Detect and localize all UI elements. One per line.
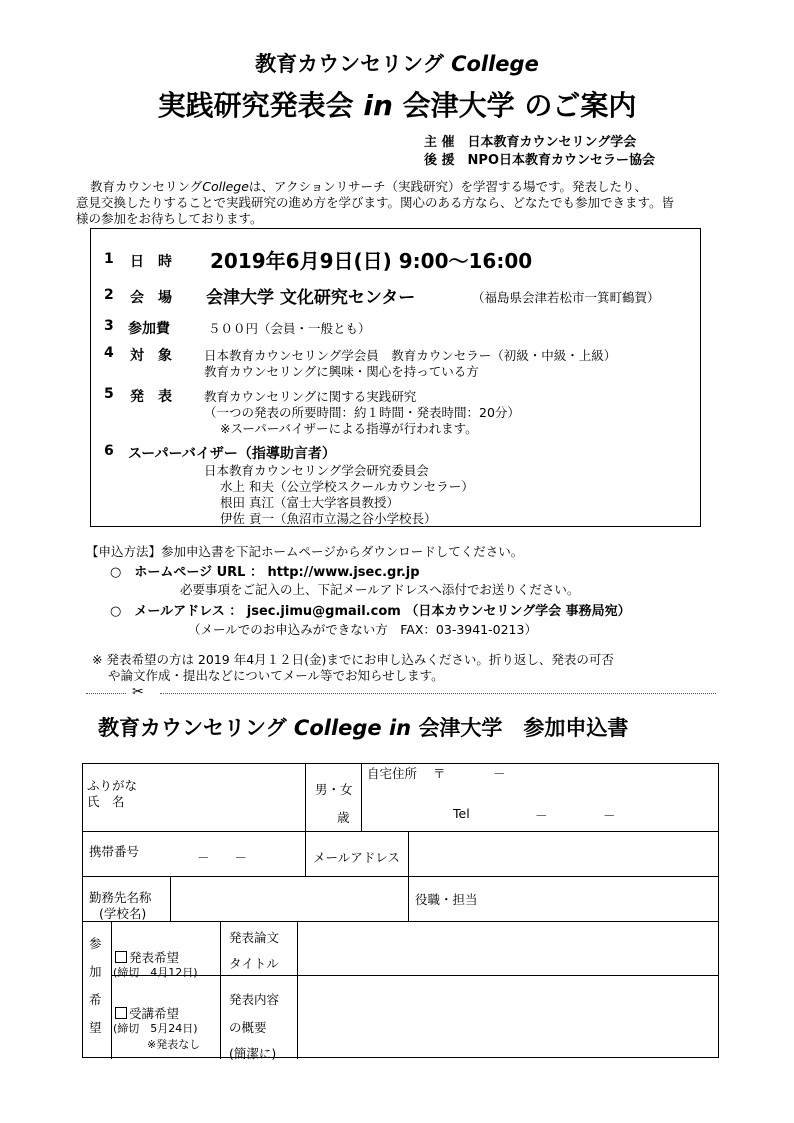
- attend-deadline: (締切 5月24日): [113, 1022, 198, 1035]
- mobile-dashes: － －: [197, 850, 248, 865]
- item-number: 4: [104, 345, 114, 361]
- deadline-note-2: や論文作成・提出などについてメール等でお知らせします。: [108, 668, 444, 683]
- intro-line-3: 様の参加をお待ちしております。: [76, 211, 263, 226]
- presentation-line: 教育カウンセリングに関する実践研究: [204, 389, 417, 404]
- fee-value: ５００円（会員・一般とも）: [208, 321, 371, 336]
- fee-label: 参加費: [128, 321, 170, 337]
- paper-title-label: 発表論文: [229, 930, 280, 945]
- summary-label: の概要: [229, 1020, 267, 1035]
- presentation-label: 発 表: [130, 389, 172, 405]
- item-number: 3: [104, 318, 114, 334]
- present-wish-option[interactable]: 発表希望: [115, 948, 179, 966]
- homepage-url[interactable]: http://www.jsec.gr.jp: [267, 565, 420, 580]
- summary-label: (簡潔に): [229, 1046, 277, 1061]
- supervisor-line: 日本教育カウンセリング学会研究委員会: [204, 463, 429, 478]
- date-label: 日 時: [130, 254, 172, 270]
- email-address[interactable]: jsec.jimu@gmail.com: [246, 604, 401, 619]
- intro-line-1: 教育カウンセリングCollegeは、アクションリサーチ（実践研究）を学習する場です。発表したり、: [90, 179, 648, 194]
- item-number: 2: [104, 287, 114, 303]
- item-number: 6: [104, 443, 114, 459]
- tel-dash: －: [535, 808, 548, 823]
- age-label: 歳: [337, 810, 350, 825]
- cut-line: [86, 693, 126, 694]
- organizer: 主 催 日本教育カウンセリング学会: [424, 135, 637, 150]
- target-line: 日本教育カウンセリング学会員 教育カウンセラー（初級・中級・上級）: [204, 348, 617, 363]
- present-deadline: (締切 4月12日): [113, 966, 198, 979]
- deadline-note-1: ※ 発表希望の方は 2019 年4月１２日(金)までにお申し込みください。折り返し、発表の可否: [92, 652, 614, 667]
- supervisor-line: 根田 真江（富士大学客員教授）: [220, 495, 399, 510]
- presentation-line: ※スーパーバイザーによる指導が行われます。: [220, 421, 478, 436]
- venue-value: 会津大学 文化研究センター: [206, 288, 416, 308]
- fax-note: （メールでのお申込みができない方 FAX：03-3941-0213）: [188, 622, 537, 637]
- supervisor-line: 伊佐 貢一（魚沼市立湯之谷小学校長）: [220, 511, 437, 526]
- date-value: 2019年6月9日(日) 9:00～16:00: [210, 249, 533, 273]
- address-label: 自宅住所: [367, 766, 418, 781]
- email-label: メールアドレス: [313, 850, 400, 865]
- attend-wish-checkbox[interactable]: [115, 1007, 127, 1019]
- presentation-line: （一つの発表の所要時間：約１時間・発表時間：20分）: [204, 405, 520, 420]
- venue-label: 会 場: [130, 290, 172, 306]
- sanka-char: 希: [89, 992, 102, 1007]
- homepage-note: 必要事項をご記入の上、下記メールアドレスへ添付でお送りください。: [180, 582, 580, 597]
- postal-dash: －: [493, 766, 506, 781]
- supervisor-label: スーパーバイザー（指導助言者）: [128, 446, 336, 462]
- summary-label: 発表内容: [229, 992, 280, 1007]
- target-label: 対 象: [130, 348, 172, 364]
- attend-wish-option[interactable]: 受講希望: [115, 1004, 179, 1022]
- target-line: 教育カウンセリングに興味・関心を持っている方: [204, 364, 479, 379]
- position-label: 役職・担当: [415, 892, 478, 907]
- tel-label: Tel: [453, 806, 470, 821]
- venue-address: （福島県会津若松市一箕町鶴賀）: [472, 290, 660, 305]
- postal-mark: 〒: [433, 766, 446, 781]
- gender-label[interactable]: 男・女: [315, 782, 353, 797]
- cut-line: [160, 693, 716, 694]
- name-label: 氏 名: [87, 794, 125, 809]
- item-number: 1: [104, 251, 114, 267]
- supervisor-line: 水上 和夫（公立学校スクールカウンセラー）: [220, 479, 474, 494]
- sanka-char: 望: [89, 1020, 102, 1035]
- application-form: [82, 763, 719, 1061]
- scissors-icon: ✂: [132, 684, 144, 700]
- sanka-char: 加: [89, 964, 102, 979]
- sanka-char: 参: [89, 936, 102, 951]
- subtitle-heading: 教育カウンセリング College: [255, 52, 539, 76]
- intro-line-2: 意見交換したりすることで実践研究の進め方を学びます。関心のある方なら、どなたでも参加できます。皆: [76, 195, 675, 210]
- page-title: 実践研究発表会 in 会津大学 のご案内: [157, 89, 637, 122]
- furigana-label: ふりがな: [87, 778, 138, 793]
- item-number: 5: [104, 386, 114, 402]
- school-label: (学校名): [99, 906, 147, 921]
- workplace-label: 勤務先名称: [89, 890, 152, 905]
- email-row: ○ メールアドレス ： jsec.jimu@gmail.com （日本カウンセリング学会 事務局宛）: [110, 604, 631, 619]
- no-present-note: ※発表なし: [147, 1038, 201, 1051]
- mobile-label: 携帯番号: [89, 844, 140, 859]
- application-method: 【申込方法】参加申込書を下記ホームページからダウンロードしてください。: [86, 544, 524, 559]
- homepage-row: ○ ホームページ URL ： http://www.jsec.gr.jp: [110, 565, 420, 580]
- tel-dash: －: [603, 808, 616, 823]
- paper-title-label: タイトル: [229, 956, 279, 971]
- form-title: 教育カウンセリング College in 会津大学 参加申込書: [98, 716, 629, 740]
- present-wish-checkbox[interactable]: [115, 951, 127, 963]
- supporter: 後 援 NPO日本教育カウンセラー協会: [424, 153, 656, 168]
